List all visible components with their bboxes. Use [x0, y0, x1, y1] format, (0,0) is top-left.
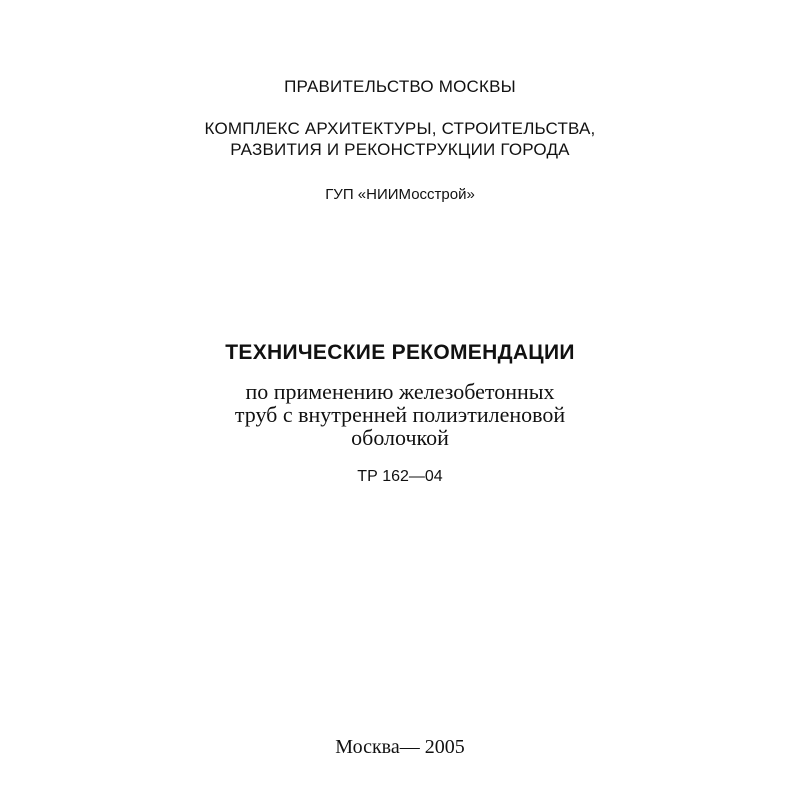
organization-name: ГУП «НИИМосстрой»: [325, 186, 475, 203]
document-title: ТЕХНИЧЕСКИЕ РЕКОМЕНДАЦИИ: [225, 341, 575, 364]
place-and-year: Москва— 2005: [335, 736, 465, 758]
document-code: ТР 162—04: [357, 468, 443, 485]
complex-heading-line-2: РАЗВИТИЯ И РЕКОНСТРУКЦИИ ГОРОДА: [230, 140, 570, 159]
subtitle-line-2: труб с внутренней полиэтиленовой: [234, 402, 566, 427]
subtitle-line-1: по применению железобетонных: [245, 379, 555, 404]
subtitle-line-3: оболочкой: [351, 425, 449, 450]
complex-heading-line-1: КОМПЛЕКС АРХИТЕКТУРЫ, СТРОИТЕЛЬСТВА,: [204, 119, 596, 138]
government-heading: ПРАВИТЕЛЬСТВО МОСКВЫ: [284, 77, 516, 96]
